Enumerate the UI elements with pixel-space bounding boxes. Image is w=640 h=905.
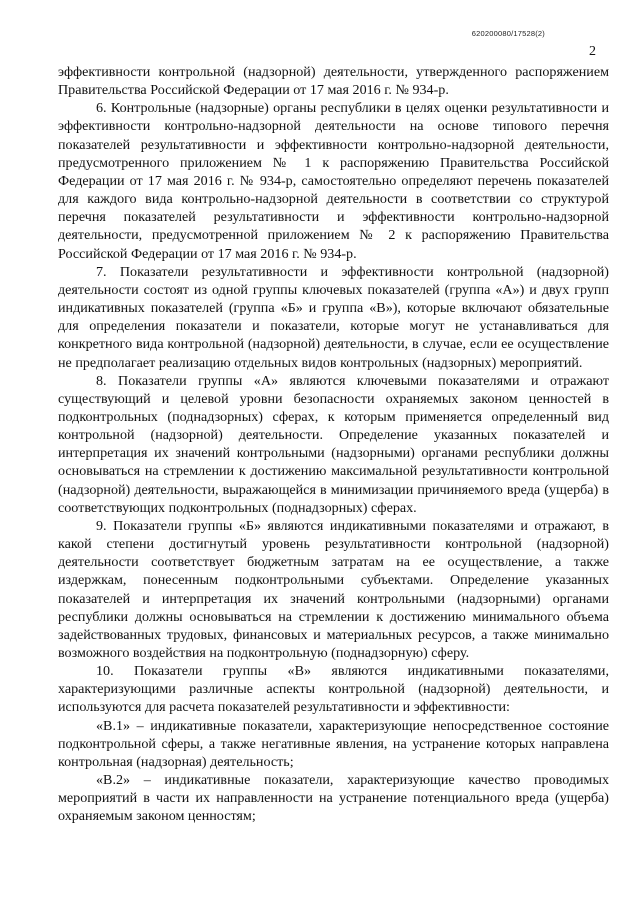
paragraph-10: 10. Показатели группы «В» являются индикативными показателями, характеризующими различные аспекты контрольной (надзорной) деятельности, и используются для расчета показателей результативности и эффективности:	[58, 663, 609, 716]
paragraph-v1: «В.1» – индикативные показатели, характеризующие непосредственное состояние подконтрольной сферы, а также негативные явления, на устранение которых направлена контрольная (надзорная) деятельность;	[58, 717, 609, 770]
paragraph-continuation: эффективности контрольной (надзорной) деятельности, утвержденного распоряжением Правительства Российской Федерации от 17 мая 2016 г. № 934-р.	[58, 64, 609, 99]
paragraph-v2: «В.2» – индикативные показатели, характеризующие качество проводимых мероприятий в части их направленности на устранение потенциального вреда (ущерба) охраняемым законом ценностям;	[58, 772, 609, 825]
paragraph-7: 7. Показатели результативности и эффективности контрольной (надзорной) деятельности состоят из одной группы ключевых показателей (группа «А») и двух групп индикативных показателей (группа «Б» и группа «В»), которые включают обязательные для определения показатели и показатели, которые могут не устанавливаться для конкретного вида контрольной (надзорной) деятельности, в случае, если ее осуществление не предполагает реализацию отдельных видов контрольных (надзорных) мероприятий.	[58, 263, 609, 371]
paragraph-6: 6. Контрольные (надзорные) органы республики в целях оценки результативности и эффективности контрольно-надзорной деятельности на основе типового перечня показателей результативности и эффективности контрольно-надзорной деятельности, предусмотренного приложением № 1 к распоряжению Правительства Российской Федерации от 17 мая 2016 г. № 934-р, самостоятельно определяют перечень показателей для каждого вида контрольно-надзорной деятельности в соответствии со структурой перечня показателей результативности и эффективности контрольно-надзорной деятельности, предусмотренной приложением № 2 к распоряжению Правительства Российской Федерации от 17 мая 2016 г. № 934-р.	[58, 100, 609, 262]
paragraph-8: 8. Показатели группы «А» являются ключевыми показателями и отражают существующий и целевой уровни безопасности охраняемых законом ценностей в подконтрольных (поднадзорных) сферах, к которым применяется определенный вид контрольной (надзорной) деятельности. Определение указанных показателей и интерпретация их значений контрольными (надзорными) органами республики должны основываться на стремлении к достижению максимальной результативности контрольной (надзорной) деятельности, выражающейся в минимизации причиняемого вреда (ущерба) в соответствующих подконтрольных (поднадзорных) сферах.	[58, 372, 609, 516]
page-number: 2	[589, 44, 596, 59]
paragraph-9: 9. Показатели группы «Б» являются индикативными показателями и отражают, в какой степени достигнутый уровень результативности контрольной (надзорной) деятельности соответствует бюджетным затратам на ее осуществление, а также издержкам, понесенным подконтрольными субъектами. Определение указанных показателей и интерпретация их значений контрольными (надзорными) органами республики должны основываться на стремлении к достижению минимального объема задействованных трудовых, финансовых и материальных ресурсов, а также минимально возможного воздействия на подконтрольную (поднадзорную) сферу.	[58, 517, 609, 661]
document-id: 620200080/17528(2)	[471, 29, 545, 38]
body-text	[58, 63, 609, 826]
